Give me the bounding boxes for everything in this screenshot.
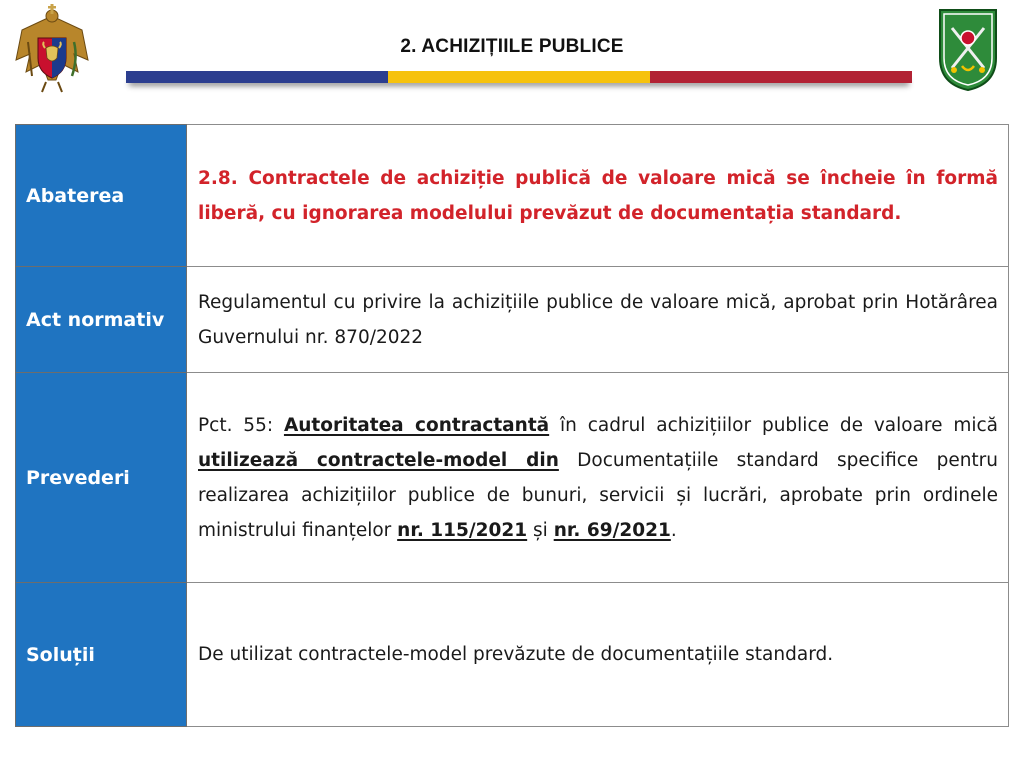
solutii-text: De utilizat contractele-model prevăzute de documentațiile standard. [198,644,834,665]
row-content-act-normativ [187,267,1009,373]
abaterea-text: 2.8. Contractele de achiziție publică de valoare mică se încheie în formă liberă, cu ignorarea modelului prevăzut de documentația standard. [198,167,998,224]
header-tricolor-divider [126,71,912,83]
row-content-abaterea [187,125,1009,267]
table-row-prevederi [16,373,1009,583]
table-row-act-normativ [16,267,1009,373]
prevederi-emphasis-authority: Autoritatea contractantă [283,414,550,436]
row-label-abaterea: Abaterea [16,125,187,267]
row-content-solutii [187,583,1009,727]
table-row-solutii [16,583,1009,727]
row-label-solutii: Soluții [16,583,187,727]
row-content-prevederi [187,373,1009,583]
tricolor-red-stripe [650,71,912,83]
prevederi-text-end: . [670,519,677,541]
table-row-abaterea [16,125,1009,267]
tricolor-blue-stripe [126,71,388,83]
tricolor-yellow-stripe [388,71,650,83]
prevederi-text-3: Documentațiile standard specifice pentru realizarea achizițiilor publice de bunuri, servicii și lucrări, aprobate prin ordinele ministrului finanțelor [198,449,999,541]
prevederi-text-1: Pct. 55: [198,414,284,436]
page-title: 2. ACHIZIȚIILE PUBLICE [400,36,624,57]
act-normativ-text: Regulamentul cu privire la achizițiile publice de valoare mică, aprobat prin Hotărârea Guvernului nr. 870/2022 [198,291,998,348]
prevederi-text-2: în cadrul achizițiilor publice de valoare mică [549,414,998,436]
prevederi-text-4: și [527,519,554,541]
content-table [15,124,1009,727]
prevederi-emphasis-uses-models: utilizează contractele-model din [198,449,559,471]
prevederi-order-115: nr. 115/2021 [397,519,528,541]
row-label-prevederi: Prevederi [16,373,187,583]
prevederi-order-69: nr. 69/2021 [553,519,671,541]
row-label-act-normativ: Act normativ [16,267,187,373]
